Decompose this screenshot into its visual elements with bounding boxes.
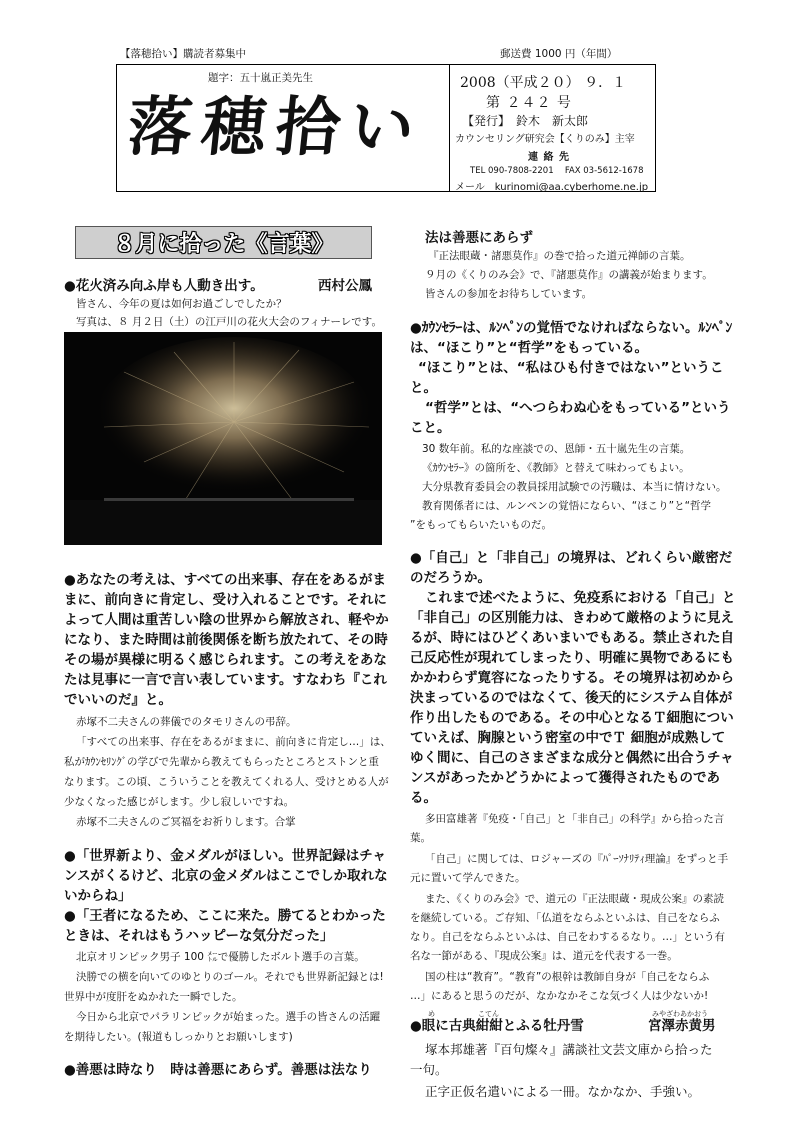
immune-quote-8: 決まっているのではなくて、後天的にシステム自体が bbox=[410, 690, 733, 706]
counselor-quote-5: “哲学”とは、“へつらわぬ心をもっている”という bbox=[425, 400, 731, 416]
organization: カウンセリング研究会【くりのみ】主宰 bbox=[455, 134, 635, 145]
bolt-note-5: を期待したい。(報道もしっかりとお願いします) bbox=[64, 1031, 293, 1043]
tamori-note-6: 赤塚不二夫さんのご冥福をお祈りします。合掌 bbox=[76, 816, 296, 828]
botan-note-2: 一句。 bbox=[410, 1062, 448, 1077]
tamori-note-2: 「すべての出来事、存在をあるがままに、前向きに肯定し…」は、 bbox=[76, 736, 391, 748]
tamori-quote-1: ●あなたの考えは、すべての出来事、存在をあるがま bbox=[64, 572, 387, 588]
counselor-note-2: 《ｶｳﾝｾﾗｰ》の箇所を、《教師》と替えて味わってもよい。 bbox=[422, 462, 690, 474]
immune-note-9: 国の柱は“教育”。“教育”の根幹は教師自身が「自己をならふ bbox=[425, 971, 710, 983]
postage-fee: 郵送費 1000 円（年間） bbox=[500, 48, 618, 60]
immune-note-7: なり。自己をならふといふは、自己をわするるなり。…」という有 bbox=[410, 931, 725, 943]
tel-fax: TEL 090-7808-2201 FAX 03-5612-1678 bbox=[470, 166, 644, 176]
counselor-quote-3: “ほこり”とは、“私はひも付きではない”というこ bbox=[418, 360, 724, 376]
dogen-quote-end: 法は善悪にあらず bbox=[425, 230, 533, 246]
bolt-quote-2: ンスがくるけど、北京の金メダルはここでしか取れな bbox=[64, 868, 388, 884]
immune-quote-4: 「非自己」の区別能力は、きわめて厳格のように見え bbox=[410, 610, 734, 626]
photo-caption: 写真は、８ 月２日（土）の江戸川の花火大会のフィナーレです。 bbox=[76, 316, 382, 328]
publisher: 【発行】 鈴木 新太郎 bbox=[462, 114, 589, 128]
immune-quote-11: ゆく間に、自己のさまざまな成分と偶然に出合うチャ bbox=[410, 750, 734, 766]
tamori-note-3: 私がｶｳﾝｾﾘﾝｸﾞの学びで先輩から教えてもらったところとストンと重 bbox=[64, 756, 379, 768]
immune-note-8: 名な一節がある、『現成公案』は、道元を代表する一巻。 bbox=[410, 950, 678, 962]
counselor-note-3: 大分県教育委員会の教員採用試験での汚職は、本当に情けない。 bbox=[422, 481, 727, 493]
counselor-quote-2: は、“ほこり”と“哲学”をもっている。 bbox=[410, 340, 648, 356]
subscribe-notice: 【落穂拾い】購読者募集中 bbox=[120, 48, 246, 60]
counselor-note-4: 教育関係者には、ルンペンの覚悟にならい、“ほこり”と“哲学 bbox=[422, 500, 712, 512]
tamori-note-1: 赤塚不二夫さんの葬儀でのタモリさんの弔辞。 bbox=[76, 716, 297, 728]
bolt-note-1: 北京オリンピック男子 100 ㍍で優勝したボルト選手の言葉。 bbox=[76, 951, 365, 963]
immune-note-6: を継続している。ご存知、「仏道をならふといふは、自己をならふ bbox=[410, 912, 720, 924]
dogen-note-1: 『正法眼蔵・諸悪莫作』の巻で拾った道元禅師の言葉。 bbox=[428, 250, 691, 262]
counselor-note-5: ”をもってもらいたいものだ。 bbox=[410, 519, 552, 531]
ruby-me: め bbox=[428, 1010, 435, 1018]
counselor-quote-6: こと。 bbox=[410, 420, 451, 436]
immune-note-2: 葉。 bbox=[410, 832, 431, 844]
ruby-koten: こてん bbox=[478, 1010, 499, 1018]
tamori-quote-4: になり、また時間は前後関係を断ち放たれて、その時 bbox=[64, 632, 388, 648]
tamori-quote-7: でいいのだ』と。 bbox=[64, 692, 172, 708]
bolt-quote-1: ●「世界新より、金メダルがほしい。世界記録はチャ bbox=[64, 848, 386, 864]
dogen-note-2: ９月の《くりのみ会》で、『諸悪莫作』の講義が始まります。 bbox=[425, 269, 713, 281]
tamori-quote-5: その場が異様に明るく感じられます。この考えをあな bbox=[64, 652, 387, 668]
immune-quote-6: 己反応性が現れてしまったり、明確に異物であるにも bbox=[410, 650, 734, 666]
bolt-quote-4: ●「王者になるため、ここに来た。勝てるとわかった bbox=[64, 908, 386, 924]
haiku-heading: ●花火済み向ふ岸も人動き出す。 bbox=[64, 278, 264, 294]
bolt-note-3: 世界中が度肝をぬかれた一瞬でした。 bbox=[64, 991, 243, 1003]
issue-date: 2008（平成２０） ９．１ bbox=[460, 75, 627, 91]
tamori-note-4: なります。この頃、こういうことを教えてくれる人、受けとめる人が bbox=[64, 776, 389, 788]
bolt-quote-5: ときは、それはもうハッピーな気分だった」 bbox=[64, 928, 334, 944]
immune-quote-12: ンスがあったかどうかによって獲得されたものであ bbox=[410, 770, 720, 786]
counselor-note-1: 30 数年前。私的な座談での、恩師・五十嵐先生の言葉。 bbox=[422, 443, 691, 455]
newsletter-title: 落穂拾い bbox=[124, 90, 428, 165]
bolt-note-2: 決勝での横を向いてのゆとりのゴール。それでも世界新記録とは! bbox=[76, 971, 384, 983]
counselor-quote-1: ●ｶｳﾝｾﾗｰは、ﾙﾝﾍﾟﾝの覚悟でなければならない。ﾙﾝﾍﾟﾝ bbox=[410, 320, 733, 336]
immune-note-4: 元に置いて学んできた。 bbox=[410, 872, 526, 884]
tamori-note-5: 少なくなった感じがします。少し寂しいですね。 bbox=[64, 796, 295, 808]
email: メール kurinomi@aa.cyberhome.ne.jp bbox=[455, 182, 649, 193]
calligraphy-credit: 題字：五十嵐正美先生 bbox=[208, 72, 313, 84]
counselor-quote-4: と。 bbox=[410, 380, 437, 396]
section-banner: ８月に拾った《言葉》 bbox=[75, 226, 372, 259]
tamori-quote-6: たは見事に一言で言い表しています。すなわち『これ bbox=[64, 672, 387, 688]
immune-quote-1: ●「自己」と「非自己」の境界は、どれくらい厳密だ bbox=[410, 550, 733, 566]
botan-note-1: 塚本邦雄著『百句燦々』講談社文芸文庫から拾った bbox=[425, 1042, 713, 1057]
haiku-author: 西村公鳳 bbox=[318, 278, 372, 294]
bolt-note-4: 今日から北京でパラリンピックが始まった。選手の皆さんの活躍 bbox=[76, 1011, 381, 1023]
immune-quote-2: のだろうか。 bbox=[410, 570, 491, 586]
immune-quote-10: ていえば、胸腺という密室の中でＴ 細胞が成熟して bbox=[410, 730, 726, 746]
immune-quote-5: るが、時にはひどくあいまいでもある。禁止された自 bbox=[410, 630, 734, 646]
immune-note-1: 多田富雄著『免疫・「自己」と「非自己」の科学』から拾った言 bbox=[425, 813, 725, 825]
contact-label: 連 絡 先 bbox=[528, 152, 570, 163]
issue-number: 第 ２４２ 号 bbox=[486, 95, 572, 111]
dogen-note-3: 皆さんの参加をお待ちしています。 bbox=[425, 288, 593, 300]
ruby-author: みやざわあかおう bbox=[652, 1010, 708, 1018]
tamori-quote-2: まに、前向きに肯定し、受け入れることです。それに bbox=[64, 592, 387, 608]
immune-quote-9: 作り出したものである。その中心となるＴ細胞につい bbox=[410, 710, 734, 726]
masthead-divider bbox=[449, 64, 450, 192]
immune-note-5: また、《くりのみ会》で、道元の『正法眼蔵・現成公案』の素読 bbox=[425, 893, 725, 905]
immune-quote-13: る。 bbox=[410, 790, 437, 806]
immune-note-3: 「自己」に関しては、ロジャーズの『ﾊﾟｰｿﾅﾘﾃｨ理論』をずっと手 bbox=[425, 853, 729, 865]
intro-line: 皆さん、今年の夏は如何お過ごしでしたか？ bbox=[76, 298, 287, 310]
bolt-quote-3: いからね」 bbox=[64, 888, 132, 904]
botan-author: 宮澤赤黄男 bbox=[648, 1018, 716, 1034]
immune-note-10: …」にあると思うのだが、なかなかそこな気づく人は少ないか! bbox=[410, 990, 709, 1002]
immune-quote-7: かかわらず寛容になったりする。その境界は初めから bbox=[410, 670, 734, 686]
botan-haiku: ●眼に古典紺紺とふる牡丹雪 bbox=[410, 1018, 584, 1034]
tamori-quote-3: よって人間は重苦しい陰の世界から解放され、軽やか bbox=[64, 612, 389, 628]
fireworks-photo bbox=[64, 332, 382, 545]
immune-quote-3: これまで述べたように、免疫系における「自己」と bbox=[425, 590, 736, 606]
dogen-quote-start: ●善悪は時なり 時は善悪にあらず。善悪は法なり bbox=[64, 1062, 372, 1078]
botan-note-3: 正字正仮名遣いによる一冊。なかなか、手強い。 bbox=[425, 1084, 701, 1099]
